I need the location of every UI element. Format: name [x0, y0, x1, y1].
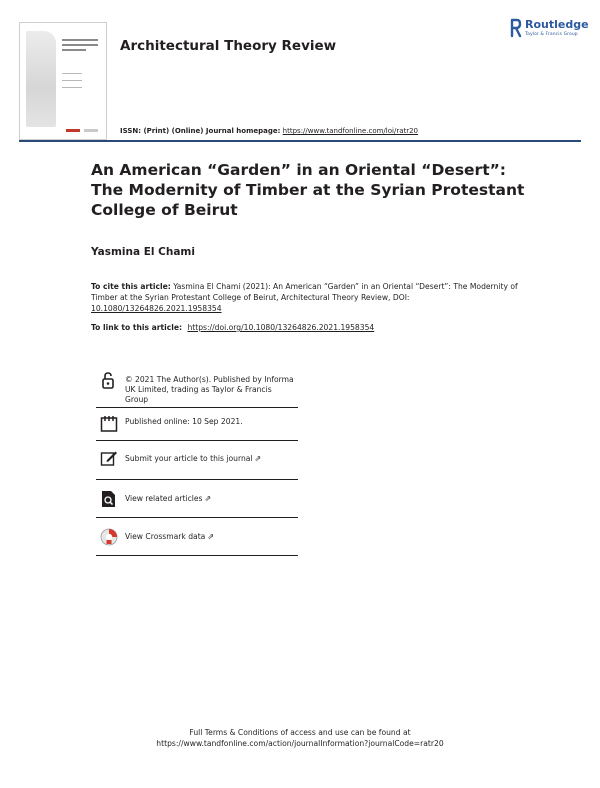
citation-label: To cite this article:: [91, 282, 171, 291]
crossmark-icon: [100, 528, 118, 546]
publisher-name: Routledge: [525, 18, 589, 31]
related-articles-label: View related articles: [125, 494, 203, 503]
article-doi-url[interactable]: https://doi.org/10.1080/13264826.2021.1958354: [187, 323, 375, 332]
edit-icon: [100, 449, 118, 467]
header-divider: [19, 140, 581, 142]
journal-title: Architectural Theory Review: [120, 38, 337, 54]
article-title-line: An American “Garden” in an Oriental “Desert”:: [91, 161, 506, 179]
submit-row[interactable]: [96, 441, 298, 480]
footer-terms-url[interactable]: https://www.tandfonline.com/action/journalInformation?journalCode=ratr20: [156, 739, 444, 748]
journal-cover-thumbnail[interactable]: [19, 22, 107, 140]
cover-publisher-mark: [66, 129, 80, 132]
cover-publisher-mark-secondary: [84, 129, 98, 132]
citation-doi-link[interactable]: 10.1080/13264826.2021.1958354: [91, 304, 222, 313]
publisher-tagline: Taylor & Francis Group: [525, 32, 578, 37]
issn-prefix: ISSN: (Print) (Online) Journal homepage:: [120, 127, 281, 135]
open-lock-icon: [100, 371, 118, 389]
external-link-icon: ⇗: [204, 494, 212, 503]
submit-article-label: Submit your article to this journal: [125, 454, 253, 463]
cover-meta-lines: [62, 73, 82, 94]
document-search-icon: [100, 490, 118, 508]
article-title-line: College of Beirut: [91, 201, 238, 219]
footer-terms-text: Full Terms & Conditions of access and use can be found at: [189, 728, 411, 737]
footer-terms: [0, 727, 600, 749]
journal-homepage-link[interactable]: https://www.tandfonline.com/loi/ratr20: [282, 127, 419, 135]
crossmark-link[interactable]: [125, 532, 297, 542]
article-title-line: The Modernity of Timber at the Syrian Protestant: [91, 181, 525, 199]
published-row: [96, 408, 298, 441]
cover-title-lines: [62, 39, 98, 54]
author-name: Yasmina El Chami: [91, 246, 195, 258]
crossmark-label: View Crossmark data: [125, 532, 206, 541]
article-title: [91, 160, 531, 220]
routledge-r-icon: [510, 18, 522, 38]
published-date: Published online: 10 Sep 2021.: [125, 417, 243, 426]
crossmark-row[interactable]: [96, 518, 298, 556]
citation-text: Yasmina El Chami (2021): An American “Garden” in an Oriental “Desert”: The Modernity of Timber at the Syrian Protestant College of Beirut, Architectural Theory Review, DOI:: [91, 282, 518, 302]
cover-art: [26, 31, 56, 127]
link-label: To link to this article:: [91, 323, 183, 332]
external-link-icon: ⇗: [254, 454, 262, 463]
citation-block: [91, 281, 521, 314]
related-articles-link[interactable]: [125, 494, 297, 504]
submit-article-link[interactable]: [125, 454, 297, 464]
external-link-icon: ⇗: [207, 532, 215, 541]
related-row[interactable]: [96, 480, 298, 518]
issn-line: [120, 127, 418, 135]
article-link-line: [91, 323, 374, 332]
license-row: [96, 369, 298, 408]
routledge-logo[interactable]: [510, 18, 592, 42]
calendar-icon: [100, 415, 118, 433]
license-text: © 2021 The Author(s). Published by Informa UK Limited, trading as Taylor & Francis Group: [125, 375, 294, 404]
article-info-list: [96, 369, 298, 556]
